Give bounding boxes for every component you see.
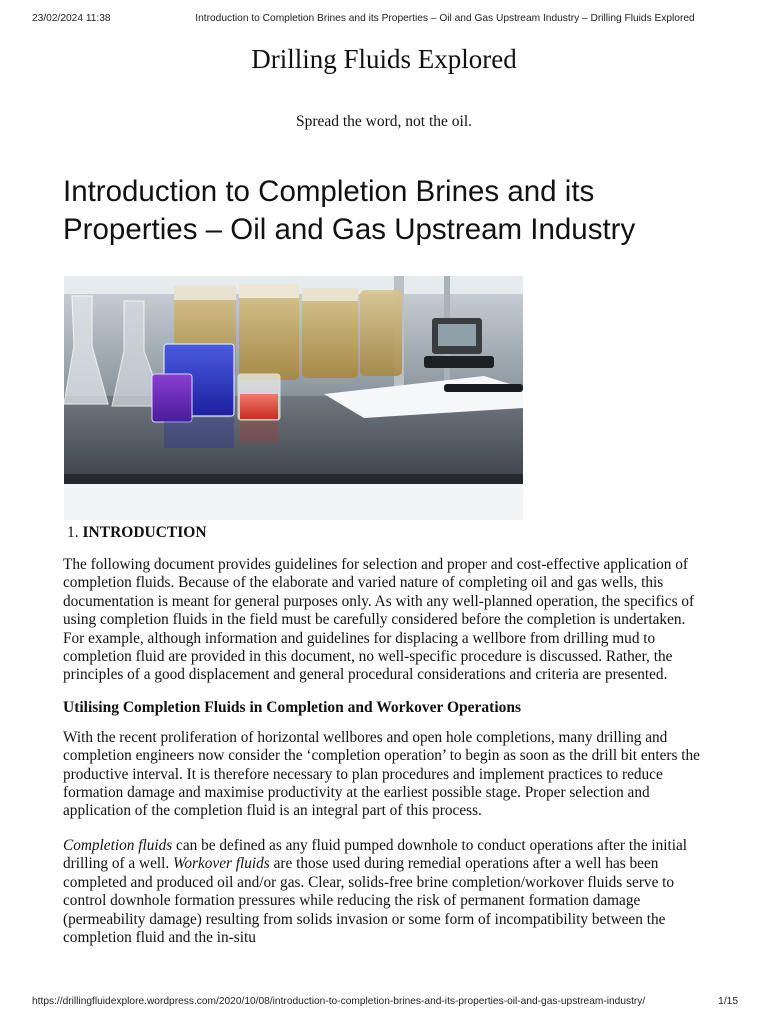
paragraph-intro: The following document provides guidelines for selection and proper and cost-effective application of completion fluids. Because of the elaborate and varied nature of completing oil and gas wells, this documentation is meant for general purposes only. As with any well-planned operation, the specifics of using completion fluids in the field must be carefully considered before the completion is undertaken. For example, although information and guidelines for displacing a wellbore from drilling mud to completion fluid are provided in this document, no well-specific procedure is discussed. Rather, the principles of a good displacement and general procedural considerations and criteria are presented. bbox=[63, 556, 695, 684]
section-number: 1. bbox=[67, 524, 79, 541]
post-title: Introduction to Completion Brines and its Properties – Oil and Gas Upstream Industry bbox=[63, 175, 636, 246]
paragraph-horizontal-wellbores: With the recent proliferation of horizontal wellbores and open hole completions, many drilling and completion engineers now consider the ‘completion operation’ to begin as soon as the drill bit enters the productive interval. It is therefore necessary to plan procedures and implement practices to reduce formation damage and maximise productivity at the earliest possible stage. Proper selection and application of the completion fluid is an integral part of this process. bbox=[63, 728, 700, 820]
article-body bbox=[63, 522, 708, 947]
print-timestamp: 23/02/2024 11:38 bbox=[32, 13, 111, 24]
term-completion-fluids: Completion fluids bbox=[63, 836, 173, 854]
print-header bbox=[32, 13, 738, 29]
print-footer bbox=[32, 996, 738, 1012]
definition-text-1: can be defined as any fluid pumped downhole to conduct operations after the initial drilling of a well. bbox=[63, 836, 688, 873]
term-workover-fluids: Workover fluids bbox=[173, 855, 270, 873]
site-title[interactable]: Drilling Fluids Explored bbox=[251, 44, 517, 74]
site-tagline: Spread the word, not the oil. bbox=[295, 113, 473, 130]
paragraph-definitions bbox=[63, 837, 708, 947]
print-page-title: Introduction to Completion Brines and its Properties – Oil and Gas Upstream Industry – Drilling Fluids Explored bbox=[195, 13, 695, 24]
definition-text-2: are those used during remedial operations after a well has been completed and produced oil and/or gas. Clear, solids-free brine completion/workover fluids serve to control downhole formation pressures while reducing the risk of permanent formation damage (permeability damage) resulting from solids invasion or some form of incompatibility between the completion fluid and the in-situ bbox=[63, 855, 675, 946]
page-number: 1/15 bbox=[718, 996, 738, 1007]
section-heading-text: INTRODUCTION bbox=[82, 524, 207, 541]
section-heading-introduction bbox=[63, 522, 708, 544]
subheading-utilising-completion-fluids: Utilising Completion Fluids in Completion and Workover Operations bbox=[63, 698, 522, 716]
print-url[interactable]: https://drillingfluidexplore.wordpress.com/2020/10/08/introduction-to-completion-brines-and-its-properties-oil-and-gas-upstream-industry/ bbox=[32, 996, 646, 1007]
hero-image-lab-beakers bbox=[64, 276, 523, 520]
